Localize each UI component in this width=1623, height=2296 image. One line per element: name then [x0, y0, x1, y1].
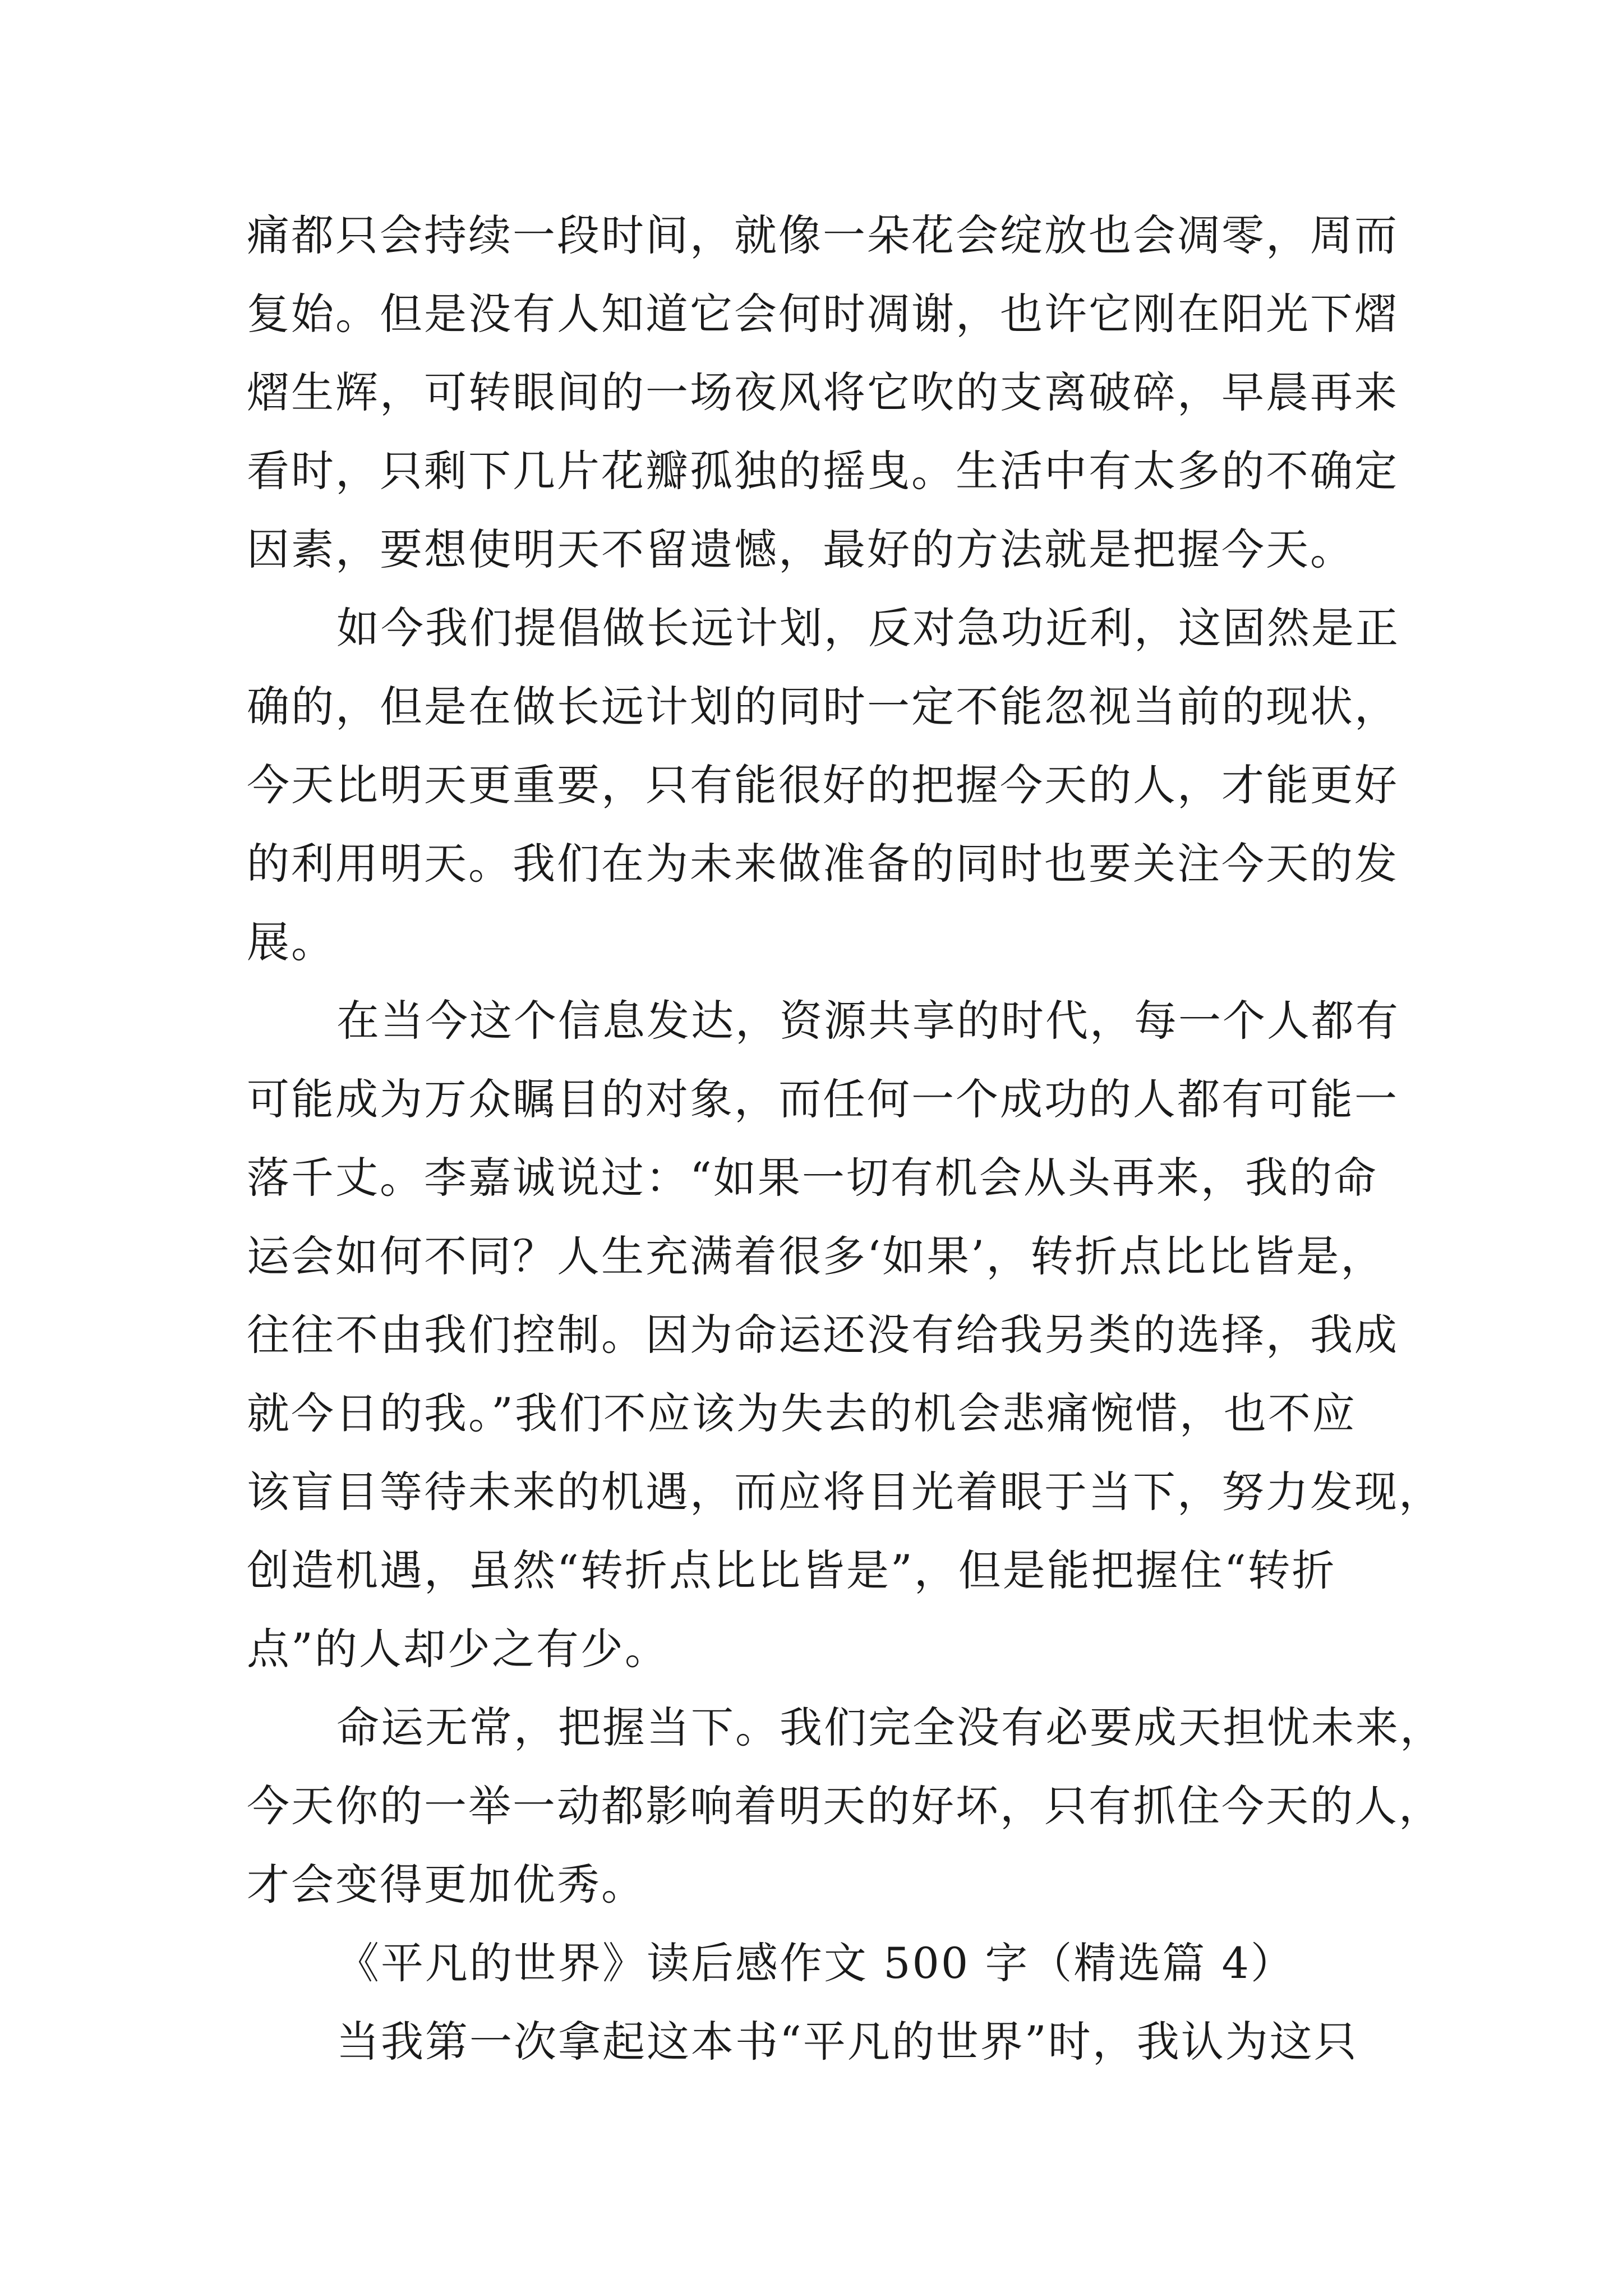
paragraph-first-line: 当我第一次拿起这本书“平凡的世界”时，我认为这只 — [336, 2017, 1358, 2067]
text-line: 创造机遇，虽然“转折点比比皆是”，但是能把握住“转折 — [247, 1545, 1336, 1595]
text-line: 点”的人却少之有少。 — [247, 1624, 669, 1674]
paragraph-first-line: 在当今这个信息发达，资源共享的时代，每一个人都有 — [336, 996, 1400, 1046]
text-line: 痛都只会持续一段时间，就像一朵花会绽放也会凋零，周而 — [247, 210, 1399, 260]
text-line: 今天你的一举一动都影响着明天的好坏，只有抓住今天的人， — [247, 1781, 1443, 1831]
text-line: 今天比明天更重要，只有能很好的把握今天的人，才能更好 — [247, 760, 1399, 810]
text-line: 看时，只剩下几片花瓣孤独的摇曳。生活中有太多的不确定 — [247, 446, 1399, 496]
text-line: 复始。但是没有人知道它会何时凋谢，也许它刚在阳光下熠 — [247, 289, 1399, 339]
paragraph-first-line: 如今我们提倡做长远计划，反对急功近利，这固然是正 — [336, 603, 1400, 653]
text-line: 该盲目等待未来的机遇，而应将目光着眼于当下，努力发现， — [247, 1467, 1443, 1517]
text-line: 因素，要想使明天不留遗憾，最好的方法就是把握今天。 — [247, 524, 1354, 574]
text-line: 的利用明天。我们在为未来做准备的同时也要关注今天的发 — [247, 839, 1399, 889]
text-line: 可能成为万众瞩目的对象，而任何一个成功的人都有可能一 — [247, 1074, 1399, 1124]
paragraph-first-line: 命运无常，把握当下。我们完全没有必要成天担忧未来， — [336, 1703, 1444, 1752]
body-text — [247, 196, 1444, 2081]
paragraph-first-line: 《平凡的世界》读后感作文 500 字（精选篇 4） — [336, 1938, 1295, 1988]
text-line: 确的，但是在做长远计划的同时一定不能忽视当前的现状， — [247, 682, 1399, 731]
text-line: 往往不由我们控制。因为命运还没有给我另类的选择，我成 — [247, 1310, 1399, 1360]
text-line: 才会变得更加优秀。 — [247, 1860, 645, 1910]
text-line: 就今日的我。”我们不应该为失去的机会悲痛惋惜，也不应 — [247, 1388, 1357, 1438]
text-line: 运会如何不同？人生充满着很多‘如果’，转折点比比皆是， — [247, 1231, 1385, 1281]
text-line: 展。 — [247, 917, 335, 967]
text-line: 落千丈。李嘉诚说过：“如果一切有机会从头再来，我的命 — [247, 1153, 1378, 1203]
text-line: 熠生辉，可转眼间的一场夜风将它吹的支离破碎，早晨再来 — [247, 367, 1399, 417]
